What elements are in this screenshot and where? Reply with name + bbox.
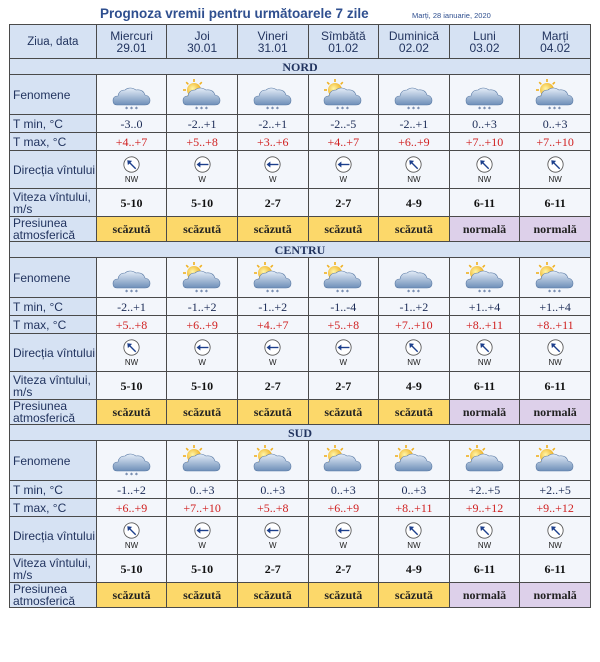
tmax-value: +5..+8 xyxy=(308,316,379,334)
pressure-value: scăzută xyxy=(308,217,379,242)
wind-direction-text: W xyxy=(268,357,277,367)
wind-speed-value: 4-9 xyxy=(379,189,450,217)
wind-arrow-icon xyxy=(335,156,352,175)
tmin-row xyxy=(10,481,591,499)
svg-text:* * *: * * * xyxy=(124,471,138,478)
tmax-row xyxy=(10,499,591,517)
weather-cell xyxy=(308,258,379,298)
tmin-value: -2..+1 xyxy=(237,115,308,133)
tmin-value: +1..+4 xyxy=(449,298,520,316)
wind-direction-row xyxy=(10,517,591,555)
wind-speed-value: 6-11 xyxy=(520,189,591,217)
svg-text:* * *: * * * xyxy=(406,288,420,295)
cloud-snow-icon xyxy=(379,78,449,112)
wind-direction-cell xyxy=(167,334,238,372)
day-date: 30.01 xyxy=(187,40,218,55)
weather-cell xyxy=(308,441,379,481)
wind-speed-value: 5-10 xyxy=(167,555,238,583)
tmin-value: -2..+1 xyxy=(96,298,167,316)
tmax-value: +6..+9 xyxy=(308,499,379,517)
wind-speed-value: 2-7 xyxy=(237,372,308,400)
pressure-value: scăzută xyxy=(379,583,450,608)
wind-direction xyxy=(97,522,167,550)
tmax-value: +5..+8 xyxy=(167,133,238,151)
tmax-value: +7..+10 xyxy=(520,133,591,151)
cloud-snow-icon xyxy=(379,261,449,295)
wind-direction xyxy=(520,522,590,550)
wind-arrow-icon xyxy=(547,156,564,175)
tmin-label: T min, °C xyxy=(10,298,97,316)
wind-speed-value: 2-7 xyxy=(237,189,308,217)
pressure-value: scăzută xyxy=(308,583,379,608)
pressure-value: normală xyxy=(449,400,520,425)
cloud-snow-icon xyxy=(238,78,308,112)
wind-direction-cell xyxy=(167,517,238,555)
sun-cloud-snow-icon xyxy=(309,261,379,295)
wind-direction xyxy=(450,522,520,550)
wind-arrow-icon xyxy=(405,339,422,358)
cloud-snow-icon xyxy=(97,261,167,295)
pressure-value: scăzută xyxy=(379,400,450,425)
day-header xyxy=(167,25,238,59)
svg-text:* * *: * * * xyxy=(336,105,350,112)
wind-arrow-icon xyxy=(547,522,564,541)
svg-text:* * *: * * * xyxy=(195,288,209,295)
svg-text:* * *: * * * xyxy=(124,105,138,112)
wind-direction-text: NW xyxy=(548,174,562,184)
wind-speed-value: 6-11 xyxy=(520,372,591,400)
cloud-snow-icon xyxy=(450,78,520,112)
pressure-value: scăzută xyxy=(379,217,450,242)
pressure-value: scăzută xyxy=(237,400,308,425)
wind-arrow-icon xyxy=(123,156,140,175)
wind-direction xyxy=(309,339,379,367)
wind-arrow-icon xyxy=(405,156,422,175)
tmin-value: 0..+3 xyxy=(379,481,450,499)
day-header xyxy=(237,25,308,59)
weather-cell xyxy=(520,441,591,481)
weather-cell xyxy=(379,258,450,298)
pressure-value: normală xyxy=(449,583,520,608)
wind-speed-value: 4-9 xyxy=(379,372,450,400)
tmin-value: +2..+5 xyxy=(520,481,591,499)
pressure-value: scăzută xyxy=(96,583,167,608)
svg-text:* * *: * * * xyxy=(477,105,491,112)
svg-text:* * *: * * * xyxy=(477,288,491,295)
tmax-value: +6..+9 xyxy=(167,316,238,334)
pressure-value: scăzută xyxy=(96,400,167,425)
wind-speed-label: Viteza vîntului, m/s xyxy=(10,372,97,400)
wind-direction-text: W xyxy=(198,540,206,550)
wind-direction xyxy=(167,156,237,184)
wind-speed-row xyxy=(10,555,591,583)
wind-direction-text: W xyxy=(339,357,348,367)
phenomena-label: Fenomene xyxy=(10,441,97,481)
wind-speed-value: 5-10 xyxy=(167,189,238,217)
wind-direction-text: W xyxy=(268,540,277,550)
svg-text:* * *: * * * xyxy=(548,105,562,112)
wind-arrow-icon xyxy=(476,156,493,175)
weather-cell xyxy=(167,441,238,481)
tmax-value: +7..+10 xyxy=(449,133,520,151)
sun-cloud-icon xyxy=(238,444,308,478)
weather-cell xyxy=(379,441,450,481)
weather-cell xyxy=(237,441,308,481)
header-label: Ziua, data xyxy=(10,25,97,59)
wind-direction xyxy=(309,156,379,184)
wind-direction-row xyxy=(10,151,591,189)
weather-cell xyxy=(96,75,167,115)
tmin-value: -1..+2 xyxy=(96,481,167,499)
wind-direction-text: NW xyxy=(124,174,139,184)
wind-direction-text: NW xyxy=(477,540,492,550)
phenomena-label: Fenomene xyxy=(10,75,97,115)
day-name: Sîmbătă xyxy=(320,28,366,43)
pressure-label: Presiunea atmosferică xyxy=(10,583,97,608)
sun-cloud-icon xyxy=(520,444,590,478)
wind-direction xyxy=(450,339,520,367)
svg-text:* * *: * * * xyxy=(406,105,420,112)
tmin-value: 0..+3 xyxy=(449,115,520,133)
wind-speed-value: 6-11 xyxy=(449,189,520,217)
tmin-value: -2..+1 xyxy=(379,115,450,133)
wind-arrow-icon xyxy=(194,156,211,175)
tmax-label: T max, °C xyxy=(10,499,97,517)
wind-direction xyxy=(167,339,237,367)
weather-cell xyxy=(308,75,379,115)
wind-direction-cell xyxy=(449,334,520,372)
pressure-value: scăzută xyxy=(167,583,238,608)
wind-direction xyxy=(379,522,449,550)
wind-direction xyxy=(450,156,520,184)
weather-cell xyxy=(379,75,450,115)
wind-direction-cell xyxy=(237,334,308,372)
sun-cloud-icon xyxy=(379,444,449,478)
wind-direction-text: NW xyxy=(124,540,139,550)
current-date: Marți, 28 ianuarie, 2020 xyxy=(412,11,491,20)
wind-direction-cell xyxy=(308,151,379,189)
wind-speed-row xyxy=(10,372,591,400)
wind-direction-text: W xyxy=(268,174,277,184)
wind-arrow-icon xyxy=(335,522,352,541)
day-date: 04.02 xyxy=(540,40,571,55)
wind-direction xyxy=(238,339,308,367)
tmax-value: +7..+10 xyxy=(379,316,450,334)
svg-text:* * *: * * * xyxy=(336,288,350,295)
tmax-value: +8..+11 xyxy=(520,316,591,334)
tmax-value: +8..+11 xyxy=(449,316,520,334)
svg-text:* * *: * * * xyxy=(265,288,279,295)
wind-direction-text: W xyxy=(339,540,348,550)
day-name: Joi xyxy=(194,28,210,43)
wind-direction-cell xyxy=(96,151,167,189)
wind-speed-label: Viteza vîntului, m/s xyxy=(10,555,97,583)
day-header xyxy=(96,25,167,59)
sun-cloud-snow-icon xyxy=(309,78,379,112)
wind-direction xyxy=(238,522,308,550)
tmax-value: +6..+9 xyxy=(96,499,167,517)
pressure-value: normală xyxy=(520,217,591,242)
cloud-snow-icon xyxy=(97,78,167,112)
day-name: Miercuri xyxy=(110,28,153,43)
phenomena-row xyxy=(10,441,591,481)
wind-arrow-icon xyxy=(194,522,211,541)
weather-cell xyxy=(449,441,520,481)
day-header xyxy=(449,25,520,59)
pressure-value: scăzută xyxy=(308,400,379,425)
wind-speed-value: 6-11 xyxy=(449,555,520,583)
wind-arrow-icon xyxy=(264,522,281,541)
region-title: NORD xyxy=(10,59,591,75)
tmax-value: +4..+7 xyxy=(237,316,308,334)
wind-speed-value: 6-11 xyxy=(449,372,520,400)
wind-direction-row xyxy=(10,334,591,372)
wind-direction-cell xyxy=(520,334,591,372)
wind-direction-cell xyxy=(449,517,520,555)
wind-speed-value: 5-10 xyxy=(96,555,167,583)
weather-cell xyxy=(167,258,238,298)
tmin-value: -2..-5 xyxy=(308,115,379,133)
day-name: Luni xyxy=(473,28,496,43)
wind-direction xyxy=(97,156,167,184)
pressure-row xyxy=(10,400,591,425)
tmin-value: 0..+3 xyxy=(167,481,238,499)
pressure-value: scăzută xyxy=(237,217,308,242)
sun-cloud-snow-icon xyxy=(167,78,237,112)
wind-arrow-icon xyxy=(405,522,422,541)
sun-cloud-icon xyxy=(450,444,520,478)
weather-cell xyxy=(520,258,591,298)
wind-speed-value: 4-9 xyxy=(379,555,450,583)
wind-direction-text: NW xyxy=(407,540,421,550)
tmax-label: T max, °C xyxy=(10,133,97,151)
sun-cloud-snow-icon xyxy=(167,261,237,295)
pressure-label: Presiunea atmosferică xyxy=(10,217,97,242)
wind-arrow-icon xyxy=(194,339,211,358)
phenomena-row xyxy=(10,75,591,115)
wind-direction-cell xyxy=(379,151,450,189)
weather-cell xyxy=(237,75,308,115)
tmax-value: +7..+10 xyxy=(167,499,238,517)
wind-arrow-icon xyxy=(476,339,493,358)
tmax-value: +4..+7 xyxy=(308,133,379,151)
wind-direction-cell xyxy=(237,517,308,555)
tmin-value: 0..+3 xyxy=(237,481,308,499)
pressure-value: normală xyxy=(449,217,520,242)
wind-direction-text: NW xyxy=(477,174,492,184)
cloud-snow-icon xyxy=(97,444,167,478)
header-row xyxy=(10,25,591,59)
tmin-value: -1..+2 xyxy=(237,298,308,316)
day-date: 03.02 xyxy=(469,40,500,55)
wind-direction xyxy=(167,522,237,550)
wind-direction-text: W xyxy=(339,174,348,184)
svg-text:* * *: * * * xyxy=(548,288,562,295)
day-name: Vineri xyxy=(257,28,288,43)
wind-speed-row xyxy=(10,189,591,217)
wind-direction-text: NW xyxy=(407,174,421,184)
weather-cell xyxy=(96,258,167,298)
tmax-value: +3..+6 xyxy=(237,133,308,151)
region-title: SUD xyxy=(10,425,591,441)
sun-cloud-icon xyxy=(309,444,379,478)
tmax-row xyxy=(10,133,591,151)
sun-cloud-snow-icon xyxy=(520,261,590,295)
wind-speed-value: 2-7 xyxy=(308,189,379,217)
wind-arrow-icon xyxy=(123,339,140,358)
wind-direction xyxy=(379,156,449,184)
tmax-value: +6..+9 xyxy=(379,133,450,151)
wind-direction xyxy=(520,339,590,367)
pressure-value: normală xyxy=(520,400,591,425)
wind-direction-text: W xyxy=(198,174,206,184)
wind-direction-cell xyxy=(520,151,591,189)
sun-cloud-snow-icon xyxy=(450,261,520,295)
wind-direction-text: NW xyxy=(124,357,139,367)
wind-speed-value: 2-7 xyxy=(308,372,379,400)
day-date: 29.01 xyxy=(116,40,147,55)
day-header xyxy=(379,25,450,59)
wind-speed-value: 6-11 xyxy=(520,555,591,583)
day-name: Duminică xyxy=(388,28,439,43)
tmin-value: -3..0 xyxy=(96,115,167,133)
tmin-value: 0..+3 xyxy=(520,115,591,133)
day-date: 01.02 xyxy=(328,40,359,55)
wind-direction-label: Direcția vîntului xyxy=(10,517,97,555)
wind-arrow-icon xyxy=(264,339,281,358)
page-title: Prognoza vremii pentru următoarele 7 zile xyxy=(100,6,369,21)
wind-arrow-icon xyxy=(264,156,281,175)
pressure-value: scăzută xyxy=(237,583,308,608)
tmin-value: -2..+1 xyxy=(167,115,238,133)
pressure-value: normală xyxy=(520,583,591,608)
phenomena-label: Fenomene xyxy=(10,258,97,298)
wind-direction-cell xyxy=(167,151,238,189)
wind-arrow-icon xyxy=(476,522,493,541)
tmax-value: +9..+12 xyxy=(449,499,520,517)
wind-direction-label: Direcția vîntului xyxy=(10,151,97,189)
pressure-label: Presiunea atmosferică xyxy=(10,400,97,425)
pressure-value: scăzută xyxy=(167,217,238,242)
wind-direction-text: NW xyxy=(548,540,562,550)
tmin-row xyxy=(10,298,591,316)
tmin-value: +2..+5 xyxy=(449,481,520,499)
wind-arrow-icon xyxy=(547,339,564,358)
wind-arrow-icon xyxy=(335,339,352,358)
wind-direction xyxy=(97,339,167,367)
tmax-value: +8..+11 xyxy=(379,499,450,517)
wind-direction-text: NW xyxy=(407,357,421,367)
wind-direction-cell xyxy=(96,517,167,555)
wind-direction-cell xyxy=(308,334,379,372)
wind-direction-cell xyxy=(379,517,450,555)
sun-cloud-snow-icon xyxy=(520,78,590,112)
tmax-value: +5..+8 xyxy=(237,499,308,517)
region-row xyxy=(10,242,591,258)
weather-cell xyxy=(520,75,591,115)
wind-direction xyxy=(379,339,449,367)
tmax-label: T max, °C xyxy=(10,316,97,334)
pressure-row xyxy=(10,217,591,242)
sun-cloud-icon xyxy=(167,444,237,478)
wind-direction xyxy=(520,156,590,184)
wind-speed-value: 2-7 xyxy=(308,555,379,583)
tmax-value: +9..+12 xyxy=(520,499,591,517)
wind-direction xyxy=(309,522,379,550)
tmin-label: T min, °C xyxy=(10,481,97,499)
region-row xyxy=(10,59,591,75)
tmin-value: -1..+2 xyxy=(167,298,238,316)
svg-text:* * *: * * * xyxy=(124,288,138,295)
weather-cell xyxy=(167,75,238,115)
wind-direction-text: W xyxy=(198,357,206,367)
tmin-value: +1..+4 xyxy=(520,298,591,316)
forecast-table xyxy=(9,24,591,608)
wind-direction-cell xyxy=(449,151,520,189)
wind-direction-label: Direcția vîntului xyxy=(10,334,97,372)
wind-direction-cell xyxy=(308,517,379,555)
wind-direction-cell xyxy=(96,334,167,372)
region-row xyxy=(10,425,591,441)
phenomena-row xyxy=(10,258,591,298)
wind-direction-text: NW xyxy=(477,357,492,367)
pressure-value: scăzută xyxy=(167,400,238,425)
wind-speed-value: 2-7 xyxy=(237,555,308,583)
weather-cell xyxy=(96,441,167,481)
day-header xyxy=(308,25,379,59)
weather-cell xyxy=(449,75,520,115)
day-date: 02.02 xyxy=(398,40,429,55)
day-header xyxy=(520,25,591,59)
svg-text:* * *: * * * xyxy=(265,105,279,112)
tmax-value: +4..+7 xyxy=(96,133,167,151)
tmin-value: 0..+3 xyxy=(308,481,379,499)
sun-cloud-snow-icon xyxy=(238,261,308,295)
wind-direction-cell xyxy=(379,334,450,372)
tmax-row xyxy=(10,316,591,334)
day-date: 31.01 xyxy=(257,40,288,55)
tmin-value: -1..+2 xyxy=(379,298,450,316)
wind-arrow-icon xyxy=(123,522,140,541)
tmin-row xyxy=(10,115,591,133)
tmax-value: +5..+8 xyxy=(96,316,167,334)
day-name: Marți xyxy=(541,28,569,43)
pressure-value: scăzută xyxy=(96,217,167,242)
wind-direction-text: NW xyxy=(548,357,562,367)
pressure-row xyxy=(10,583,591,608)
wind-speed-label: Viteza vîntului, m/s xyxy=(10,189,97,217)
wind-direction xyxy=(238,156,308,184)
tmin-label: T min, °C xyxy=(10,115,97,133)
wind-direction-cell xyxy=(237,151,308,189)
weather-cell xyxy=(237,258,308,298)
wind-speed-value: 5-10 xyxy=(96,372,167,400)
region-title: CENTRU xyxy=(10,242,591,258)
weather-cell xyxy=(449,258,520,298)
tmin-value: -1..-4 xyxy=(308,298,379,316)
wind-speed-value: 5-10 xyxy=(167,372,238,400)
svg-text:* * *: * * * xyxy=(195,105,209,112)
header xyxy=(0,5,600,25)
wind-speed-value: 5-10 xyxy=(96,189,167,217)
wind-direction-cell xyxy=(520,517,591,555)
